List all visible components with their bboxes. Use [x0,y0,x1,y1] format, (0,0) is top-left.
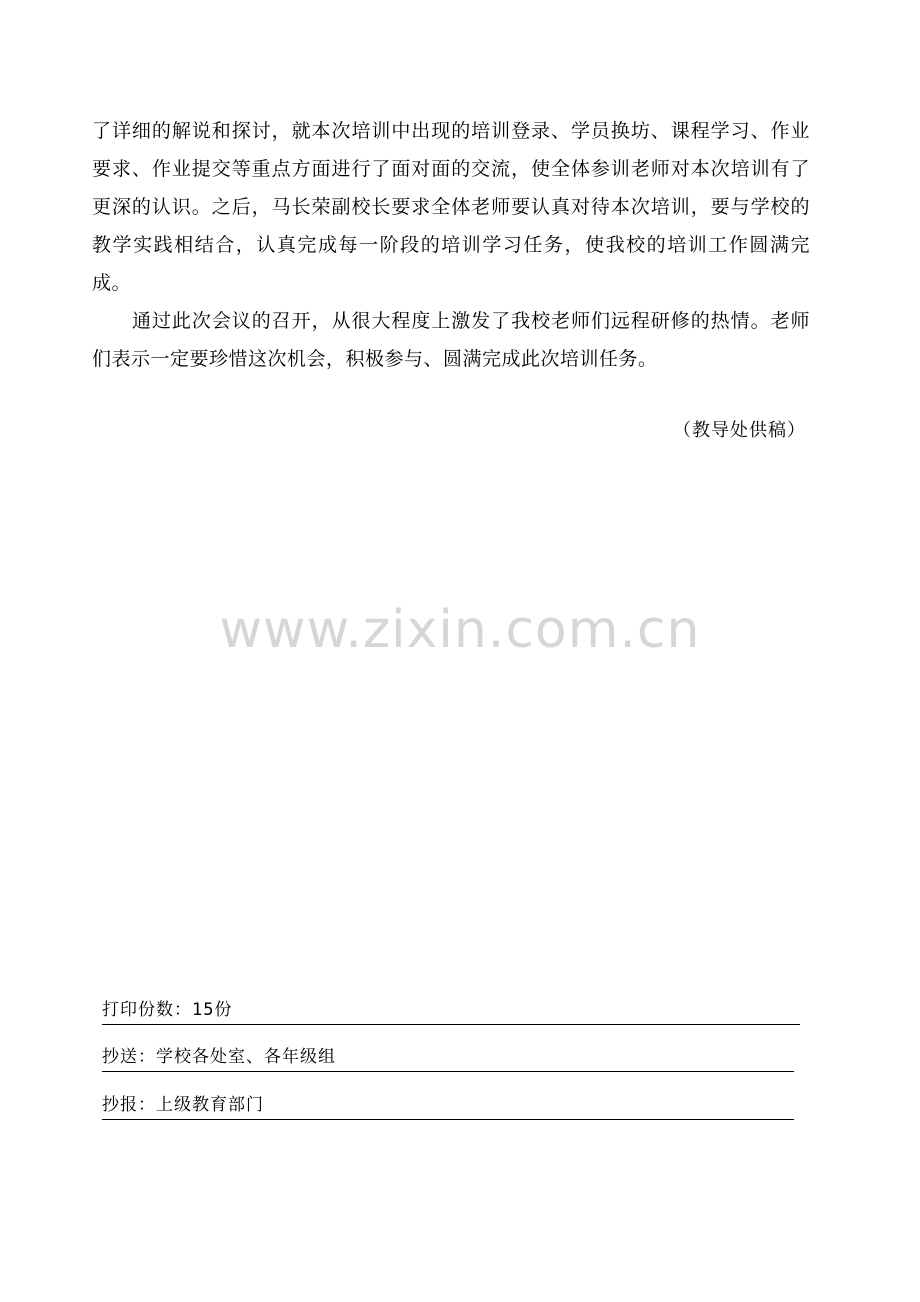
cc-label: 抄送： [102,1047,156,1067]
footer-report [102,1093,794,1120]
cc-value: 学校各处室、各年级组 [156,1047,336,1067]
source-attribution: （教导处供稿） [673,420,806,441]
footer-print-count [102,998,800,1025]
body-text [92,112,810,378]
paragraph-continuation: 了详细的解说和探讨，就本次培训中出现的培训登录、学员换坊、课程学习、作业要求、作业提交等重点方面进行了面对面的交流，使全体参训老师对本次培训有了更深的认识。之后，马长荣副校长要求全体老师要认真对待本次培训，要与学校的教学实践相结合，认真完成每一阶段的培训学习任务，使我校的培训工作圆满完成。 [92,120,810,294]
watermark: www.zixin.com.cn [219,600,701,660]
print-count-label: 打印份数： [102,1000,192,1020]
print-count-value: 15份 [192,1000,233,1020]
report-label: 抄报： [102,1095,156,1115]
report-value: 上级教育部门 [156,1095,264,1115]
paragraph-conclusion: 通过此次会议的召开，从很大程度上激发了我校老师们远程研修的热情。老师们表示一定要珍惜这次机会，积极参与、圆满完成此次培训任务。 [92,310,810,370]
footer-cc [102,1045,794,1072]
